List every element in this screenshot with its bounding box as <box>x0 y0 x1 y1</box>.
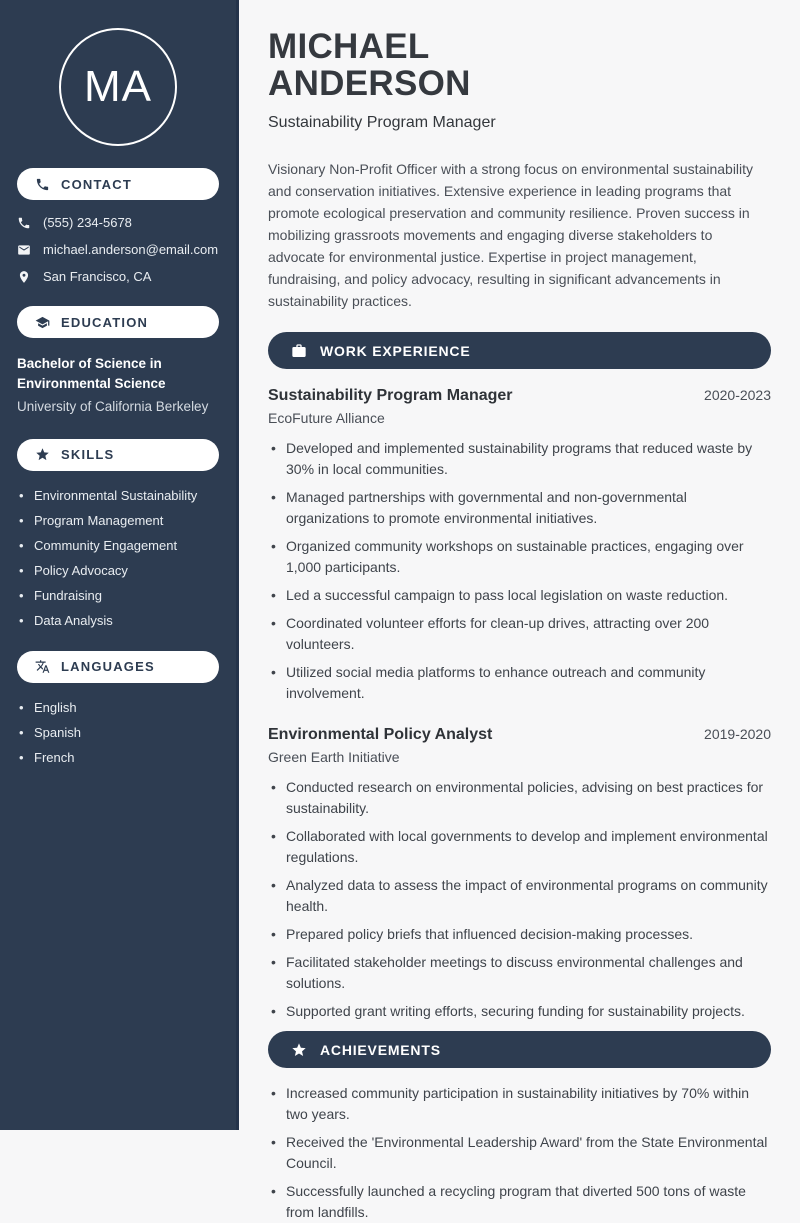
job-header <box>268 387 771 405</box>
professional-summary: Visionary Non-Profit Officer with a strong focus on environmental sustainability and conservation initiatives. Extensive experience in leading programs that promote ecological preservation and community resilience. Proven success in mobilizing grassroots movements and engaging diverse stakeholders to advocate for environmental justice. Expertise in project management, fundraising, and policy advocacy, resulting in significant advancements in sustainability practices. <box>268 161 754 309</box>
job-dates: 2020-2023 <box>704 387 771 403</box>
avatar-initials: MA <box>84 62 152 111</box>
job-bullet: • Facilitated stakeholder meetings to discuss environmental challenges and solutions. <box>268 952 771 994</box>
phone-icon <box>17 216 31 230</box>
job-bullet-list <box>268 777 771 1022</box>
job-header <box>268 726 771 744</box>
skill-item: • Program Management <box>17 512 219 529</box>
location-pin-icon <box>17 270 31 284</box>
job-entry <box>268 726 771 1022</box>
contact-section-header <box>17 168 219 200</box>
phone-number: (555) 234-5678 <box>43 215 132 230</box>
achievement-bullet: • Successfully launched a recycling program that diverted 500 tons of waste from landfills. <box>268 1181 771 1223</box>
job-bullet: • Supported grant writing efforts, securing funding for sustainability projects. <box>268 1001 771 1022</box>
achievements-title: ACHIEVEMENTS <box>320 1041 441 1058</box>
work-experience-title: WORK EXPERIENCE <box>320 342 471 359</box>
job-entry <box>268 387 771 704</box>
job-bullet: • Coordinated volunteer efforts for clean-up drives, attracting over 200 volunteers. <box>268 613 771 655</box>
skills-list <box>17 487 219 629</box>
job-bullet: • Collaborated with local governments to develop and implement environmental regulations. <box>268 826 771 868</box>
star-icon <box>35 447 50 462</box>
job-bullet: • Developed and implemented sustainability programs that reduced waste by 30% in local communities. <box>268 438 771 480</box>
contact-phone-row <box>17 215 219 230</box>
contact-email-row <box>17 242 219 257</box>
first-name: MICHAEL <box>268 27 430 66</box>
achievement-bullet: • Increased community participation in sustainability initiatives by 70% within two years. <box>268 1083 771 1125</box>
email-address: michael.anderson@email.com <box>43 242 219 257</box>
job-bullet: • Led a successful campaign to pass local legislation on waste reduction. <box>268 585 771 606</box>
skill-item: • Data Analysis <box>17 612 219 629</box>
contact-location-row <box>17 269 219 284</box>
degree-name: Bachelor of Science in Environmental Science <box>17 356 166 391</box>
last-name: ANDERSON <box>268 64 471 103</box>
languages-section-title: LANGUAGES <box>61 659 155 674</box>
location-text: San Francisco, CA <box>43 269 152 284</box>
job-dates: 2019-2020 <box>704 726 771 742</box>
achievement-bullet: • Received the 'Environmental Leadership Award' from the State Environmental Council. <box>268 1132 771 1174</box>
education-section-header <box>17 306 219 338</box>
person-name <box>268 28 771 102</box>
languages-section-header <box>17 651 219 683</box>
school-name: University of California Berkeley <box>17 399 209 414</box>
job-bullet-list <box>268 438 771 704</box>
job-bullet: • Prepared policy briefs that influenced decision-making processes. <box>268 924 771 945</box>
sidebar <box>0 0 239 1130</box>
star-icon <box>291 1042 307 1058</box>
job-company: Green Earth Initiative <box>268 749 400 765</box>
education-entry <box>17 354 219 417</box>
avatar <box>59 28 177 146</box>
job-bullet: • Conducted research on environmental policies, advising on best practices for sustainability. <box>268 777 771 819</box>
skill-item: • Fundraising <box>17 587 219 604</box>
language-item: • Spanish <box>17 724 219 741</box>
skill-item: • Community Engagement <box>17 537 219 554</box>
job-bullet: • Utilized social media platforms to enhance outreach and community involvement. <box>268 662 771 704</box>
language-item: • English <box>17 699 219 716</box>
skills-section-header <box>17 439 219 471</box>
achievements-section-header <box>268 1031 771 1068</box>
languages-list <box>17 699 219 766</box>
main-content <box>239 0 800 1220</box>
skill-item: • Environmental Sustainability <box>17 487 219 504</box>
phone-icon <box>35 177 50 192</box>
job-bullet: • Analyzed data to assess the impact of environmental programs on community health. <box>268 875 771 917</box>
contact-section-title: CONTACT <box>61 176 132 192</box>
education-section-title: EDUCATION <box>61 314 149 330</box>
skills-section-title: SKILLS <box>61 447 115 462</box>
job-bullet: • Organized community workshops on sustainable practices, engaging over 1,000 participants. <box>268 536 771 578</box>
work-experience-section-header <box>268 332 771 369</box>
translate-icon <box>35 659 50 674</box>
language-item: • French <box>17 749 219 766</box>
job-bullet: • Managed partnerships with governmental and non-governmental organizations to promote environmental initiatives. <box>268 487 771 529</box>
contact-list <box>17 215 219 284</box>
job-company: EcoFuture Alliance <box>268 410 385 426</box>
achievements-list <box>268 1083 771 1223</box>
graduation-cap-icon <box>35 315 50 330</box>
job-role: Environmental Policy Analyst <box>268 726 493 743</box>
job-role: Sustainability Program Manager <box>268 387 513 404</box>
mail-icon <box>17 243 31 257</box>
headline-job-title: Sustainability Program Manager <box>268 114 496 131</box>
skill-item: • Policy Advocacy <box>17 562 219 579</box>
briefcase-icon <box>291 343 307 359</box>
